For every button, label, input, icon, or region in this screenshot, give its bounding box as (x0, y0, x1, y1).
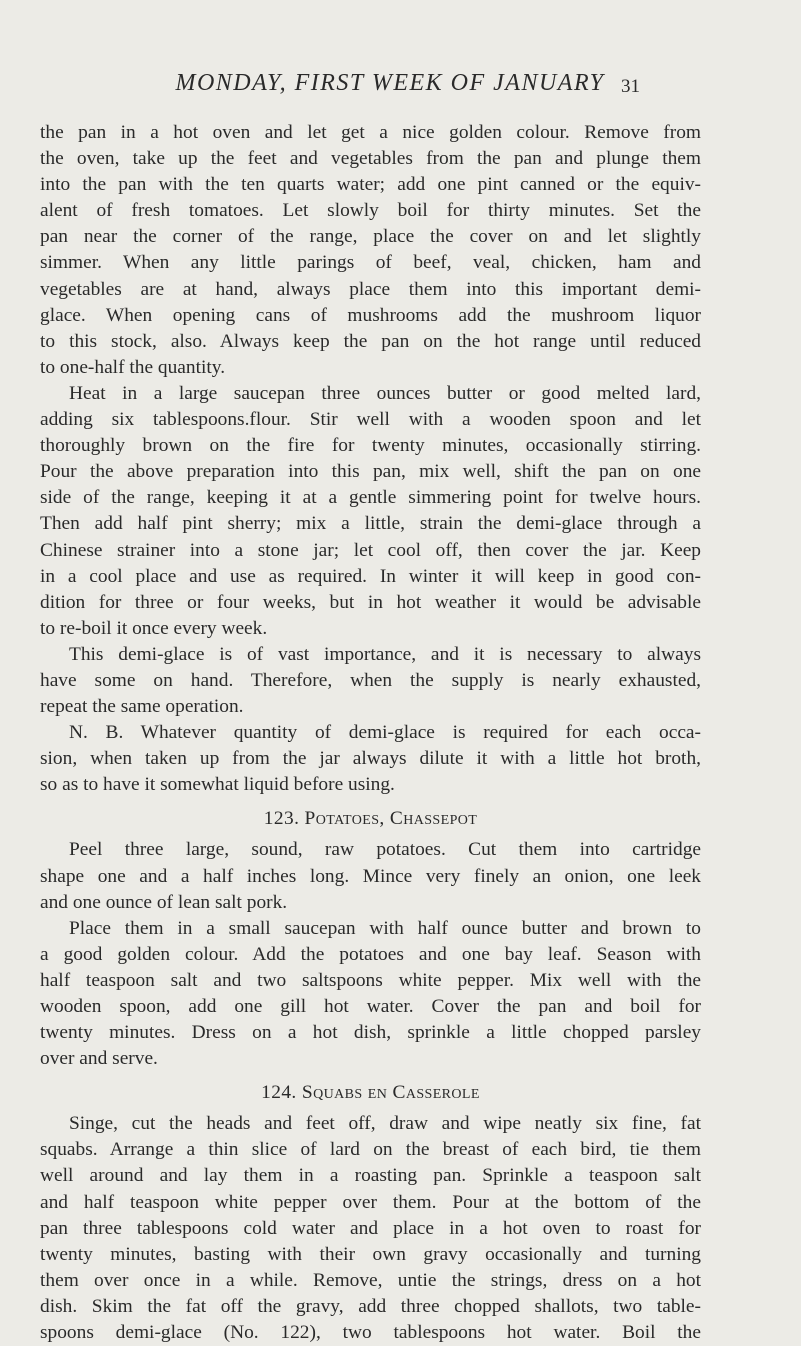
text-line: have some on hand. Therefore, when the supply is nearly exhausted, (40, 669, 701, 691)
text-line: Pour the above preparation into this pan, mix well, shift the pan on one (40, 461, 701, 483)
text-line: to this stock, also. Always keep the pan on the hot range until reduced (40, 330, 701, 352)
text-line: N. B. Whatever quantity of demi-glace is required for each occa- (69, 722, 701, 744)
text-line: the oven, take up the feet and vegetables from the pan and plunge them (40, 148, 701, 170)
text-line: dish. Skim the fat off the gravy, add three chopped shallots, two table- (40, 1295, 701, 1317)
text-line: a good golden colour. Add the potatoes and one bay leaf. Season with (40, 943, 701, 965)
text-line: thoroughly brown on the fire for twenty minutes, occasionally stirring. (40, 435, 701, 457)
text-line: dition for three or four weeks, but in hot weather it would be advisable (40, 591, 701, 613)
text-line: the pan in a hot oven and let get a nice golden colour. Remove from (40, 122, 701, 143)
text-line: twenty minutes. Dress on a hot dish, sprinkle a little chopped parsley (40, 1022, 701, 1044)
text-line: to re-boil it once every week. (40, 617, 268, 639)
text-line: repeat the same operation. (40, 696, 244, 718)
text-line: and half teaspoon white pepper over them. Pour at the bottom of the (40, 1191, 701, 1213)
text-line: Place them in a small saucepan with half ounce butter and brown to (69, 917, 701, 939)
page-number: 31 (621, 76, 640, 97)
recipe-heading: 124. Squabs en Casserole (261, 1082, 480, 1104)
recipe-heading: 123. Potatoes, Chassepot (263, 808, 478, 830)
text-line: Then add half pint sherry; mix a little, strain the demi-glace through a (40, 513, 701, 535)
text-line: shape one and a half inches long. Mince very finely an onion, one leek (40, 865, 701, 887)
text-line: half teaspoon salt and two saltspoons white pepper. Mix well with the (40, 969, 701, 991)
text-line: glace. When opening cans of mushrooms add the mushroom liquor (40, 304, 701, 326)
text-line: twenty minutes, basting with their own gravy occasionally and turning (40, 1243, 701, 1265)
running-head: MONDAY, FIRST WEEK OF JANUARY (175, 70, 605, 96)
text-line: wooden spoon, add one gill hot water. Cover the pan and boil for (40, 996, 701, 1017)
text-line: adding six tablespoons.flour. Stir well with a wooden spoon and let (40, 409, 701, 431)
text-line: so as to have it somewhat liquid before using. (40, 774, 395, 796)
text-line: spoons demi-glace (No. 122), two tablespoons hot water. Boil the (40, 1322, 701, 1344)
text-line: pan three tablespoons cold water and place in a hot oven to roast for (40, 1217, 701, 1239)
text-line: simmer. When any little parings of beef, veal, chicken, ham and (40, 252, 701, 274)
text-line: in a cool place and use as required. In winter it will keep in good con- (40, 565, 701, 587)
text-line: into the pan with the ten quarts water; add one pint canned or the equiv- (40, 174, 701, 196)
text-line: over and serve. (40, 1048, 158, 1070)
text-line: alent of fresh tomatoes. Let slowly boil for thirty minutes. Set the (40, 200, 701, 222)
text-line: them over once in a while. Remove, untie the strings, dress on a hot (40, 1269, 701, 1291)
body-text (40, 120, 701, 1346)
text-line: side of the range, keeping it at a gentle simmering point for twelve hours. (40, 487, 701, 509)
text-line: pan near the corner of the range, place the cover on and let slightly (40, 226, 701, 248)
text-line: squabs. Arrange a thin slice of lard on the breast of each bird, tie them (40, 1139, 701, 1161)
text-line: well around and lay them in a roasting pan. Sprinkle a teaspoon salt (40, 1165, 701, 1187)
text-line: vegetables are at hand, always place them into this important demi- (40, 278, 701, 300)
text-line: Heat in a large saucepan three ounces butter or good melted lard, (69, 382, 701, 404)
text-line: and one ounce of lean salt pork. (40, 891, 288, 913)
text-line: sion, when taken up from the jar always dilute it with a little hot broth, (40, 748, 701, 770)
text-line: This demi-glace is of vast importance, and it is necessary to always (69, 643, 701, 665)
text-line: Chinese strainer into a stone jar; let cool off, then cover the jar. Keep (40, 539, 701, 561)
text-line: Peel three large, sound, raw potatoes. Cut them into cartridge (69, 839, 701, 861)
text-line: Singe, cut the heads and feet off, draw and wipe neatly six fine, fat (69, 1113, 701, 1135)
text-line: to one-half the quantity. (40, 356, 226, 378)
